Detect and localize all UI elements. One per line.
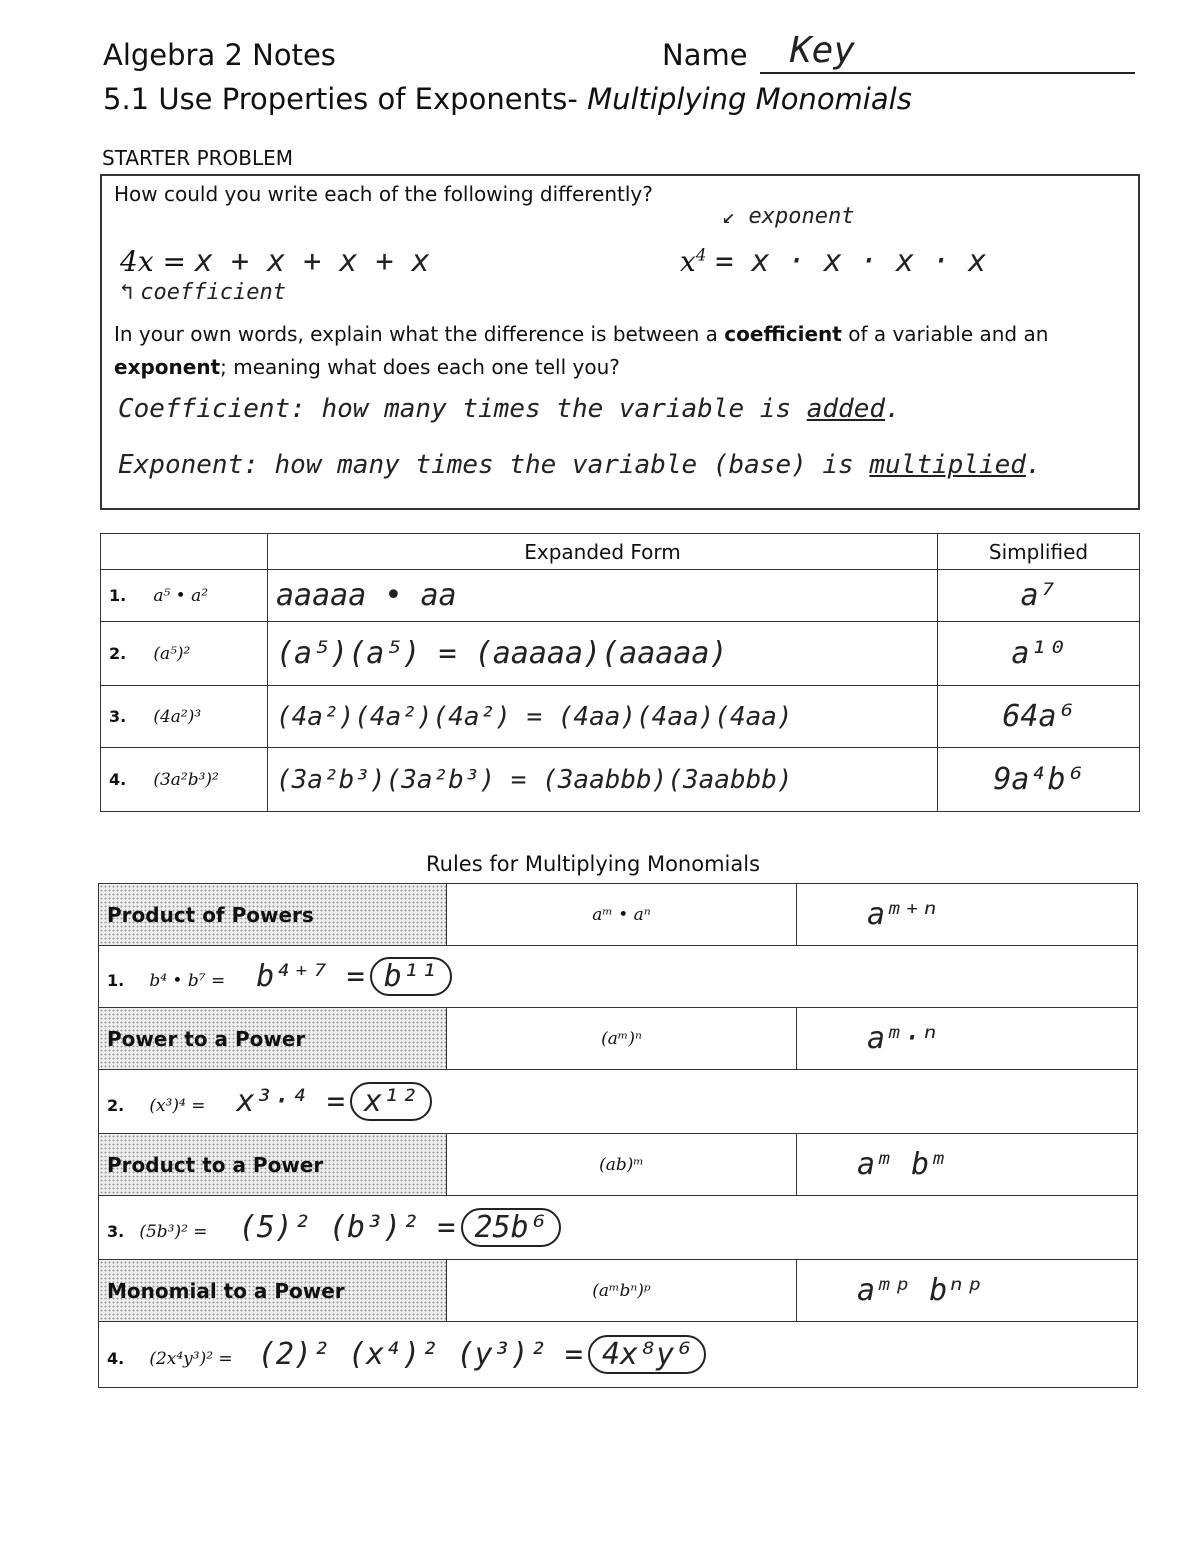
arrow-icon: ↙ <box>722 204 736 229</box>
table-row <box>101 748 1140 812</box>
example-number: 1. <box>107 971 125 990</box>
prompt-part3: ; meaning what does each one tell you? <box>220 355 620 379</box>
rule-row <box>99 1134 1138 1196</box>
course-title: Algebra 2 Notes <box>103 38 336 72</box>
rule-result: aᵐᵖ bⁿᵖ <box>797 1260 1138 1322</box>
row-label <box>101 686 268 748</box>
coefficient-label: coefficient <box>140 280 286 305</box>
example-answer: 25b⁶ <box>461 1208 561 1247</box>
rule-form: (ab)ᵐ <box>447 1134 797 1196</box>
example-work: b⁴⁺⁷ = <box>256 959 365 994</box>
row-label <box>101 570 268 622</box>
rule-row <box>99 884 1138 946</box>
example-cell <box>99 1322 1138 1388</box>
example-row <box>99 946 1138 1008</box>
example-cell <box>99 1070 1138 1134</box>
example-work: (5)² (b³)² = <box>238 1210 456 1245</box>
rule-row <box>99 1008 1138 1070</box>
table1-header-blank <box>101 534 268 570</box>
answer1-key: added <box>806 394 886 424</box>
row-number: 1. <box>109 585 127 605</box>
rule-result: aᵐ·ⁿ <box>797 1008 1138 1070</box>
expr1-right: x + x + x + x <box>194 244 430 279</box>
name-field[interactable] <box>760 32 1135 74</box>
prompt-exponent: exponent <box>114 355 221 379</box>
example-work: x³·⁴ = <box>236 1084 345 1119</box>
up-arrow-icon: ↰ <box>120 280 134 305</box>
exponent-annotation <box>722 204 854 229</box>
example-answer: 4x⁸y⁶ <box>588 1335 706 1374</box>
example-work: (2)² (x⁴)² (y³)² = <box>257 1337 583 1372</box>
explain-prompt <box>114 318 1129 384</box>
rule-result: aᵐ⁺ⁿ <box>797 884 1138 946</box>
table1-header-expanded: Expanded Form <box>268 534 938 570</box>
answer-coefficient <box>118 394 901 424</box>
rule-row <box>99 1260 1138 1322</box>
rules-title: Rules for Multiplying Monomials <box>426 852 761 876</box>
table-row <box>101 570 1140 622</box>
example-row <box>99 1196 1138 1260</box>
row-number: 4. <box>109 769 127 789</box>
coefficient-annotation <box>120 280 286 305</box>
table1-header-simplified: Simplified <box>938 534 1140 570</box>
row-label <box>101 748 268 812</box>
name-label: Name <box>662 38 748 72</box>
expression-coefficient <box>120 244 430 279</box>
example-expr: (x³)⁴ = <box>149 1096 206 1116</box>
lesson-topic: Multiplying Monomials <box>587 82 912 116</box>
example-expr: (5b³)² = <box>139 1222 208 1242</box>
answer-exponent <box>118 450 1042 480</box>
starter-question: How could you write each of the following differently? <box>114 182 653 206</box>
row-expr: (a⁵)² <box>153 643 191 664</box>
rule-form: (aᵐbⁿ)ᵖ <box>447 1260 797 1322</box>
rule-name: Monomial to a Power <box>99 1260 447 1322</box>
prompt-part1: In your own words, explain what the difference is between a <box>114 322 725 346</box>
expr2-right: = x · x · x · x <box>715 244 987 279</box>
rule-name: Product of Powers <box>99 884 447 946</box>
example-answer: x¹² <box>350 1082 432 1121</box>
row-expanded: (4a²)(4a²)(4a²) = (4aa)(4aa)(4aa) <box>268 686 938 748</box>
expr1-left: 4x = <box>120 245 186 278</box>
example-row <box>99 1322 1138 1388</box>
rule-name: Product to a Power <box>99 1134 447 1196</box>
example-number: 4. <box>107 1349 125 1368</box>
answer1-prefix: Coefficient: how many times the variable is <box>118 394 807 424</box>
row-simplified: a¹⁰ <box>938 622 1140 686</box>
example-number: 3. <box>107 1222 125 1241</box>
row-simplified: 64a⁶ <box>938 686 1140 748</box>
row-simplified: 9a⁴b⁶ <box>938 748 1140 812</box>
answer1-suffix: . <box>885 394 901 424</box>
row-simplified: a⁷ <box>938 570 1140 622</box>
table-row <box>101 622 1140 686</box>
row-number: 2. <box>109 643 127 663</box>
answer2-suffix: . <box>1025 450 1042 480</box>
rule-form: (aᵐ)ⁿ <box>447 1008 797 1070</box>
prompt-part2: of a variable and an <box>841 322 1049 346</box>
expr2-exp: 4 <box>695 244 707 265</box>
row-expr: (3a²b³)² <box>153 769 219 790</box>
rule-result: aᵐ bᵐ <box>797 1134 1138 1196</box>
prompt-coefficient: coefficient <box>724 322 842 346</box>
starter-box <box>100 174 1140 510</box>
table-row <box>101 686 1140 748</box>
exponent-label: exponent <box>748 204 855 229</box>
expanded-form-table <box>100 533 1140 812</box>
name-value: Key <box>790 30 856 71</box>
answer2-key: multiplied <box>869 450 1026 480</box>
starter-heading: STARTER PROBLEM <box>102 146 294 170</box>
example-answer: b¹¹ <box>370 957 452 996</box>
row-expr: (4a²)³ <box>153 706 202 727</box>
row-expanded: aaaaa • aa <box>268 570 938 622</box>
rule-name: Power to a Power <box>99 1008 447 1070</box>
answer2-prefix: Exponent: how many times the variable (base) is <box>118 450 870 480</box>
rules-table <box>98 883 1138 1388</box>
row-number: 3. <box>109 706 127 726</box>
expr2-base: x <box>680 245 696 278</box>
row-label <box>101 622 268 686</box>
example-expr: (2x⁴y³)² = <box>149 1349 233 1369</box>
lesson-title <box>103 82 912 116</box>
lesson-number: 5.1 Use Properties of Exponents- <box>103 82 578 116</box>
example-row <box>99 1070 1138 1134</box>
example-number: 2. <box>107 1096 125 1115</box>
row-expanded: (a⁵)(a⁵) = (aaaaa)(aaaaa) <box>268 622 938 686</box>
example-expr: b⁴ • b⁷ = <box>149 971 226 991</box>
expression-exponent <box>680 244 986 279</box>
example-cell <box>99 946 1138 1008</box>
row-expr: a⁵ • a² <box>153 585 209 606</box>
example-cell <box>99 1196 1138 1260</box>
rule-form: aᵐ • aⁿ <box>447 884 797 946</box>
row-expanded: (3a²b³)(3a²b³) = (3aabbb)(3aabbb) <box>268 748 938 812</box>
